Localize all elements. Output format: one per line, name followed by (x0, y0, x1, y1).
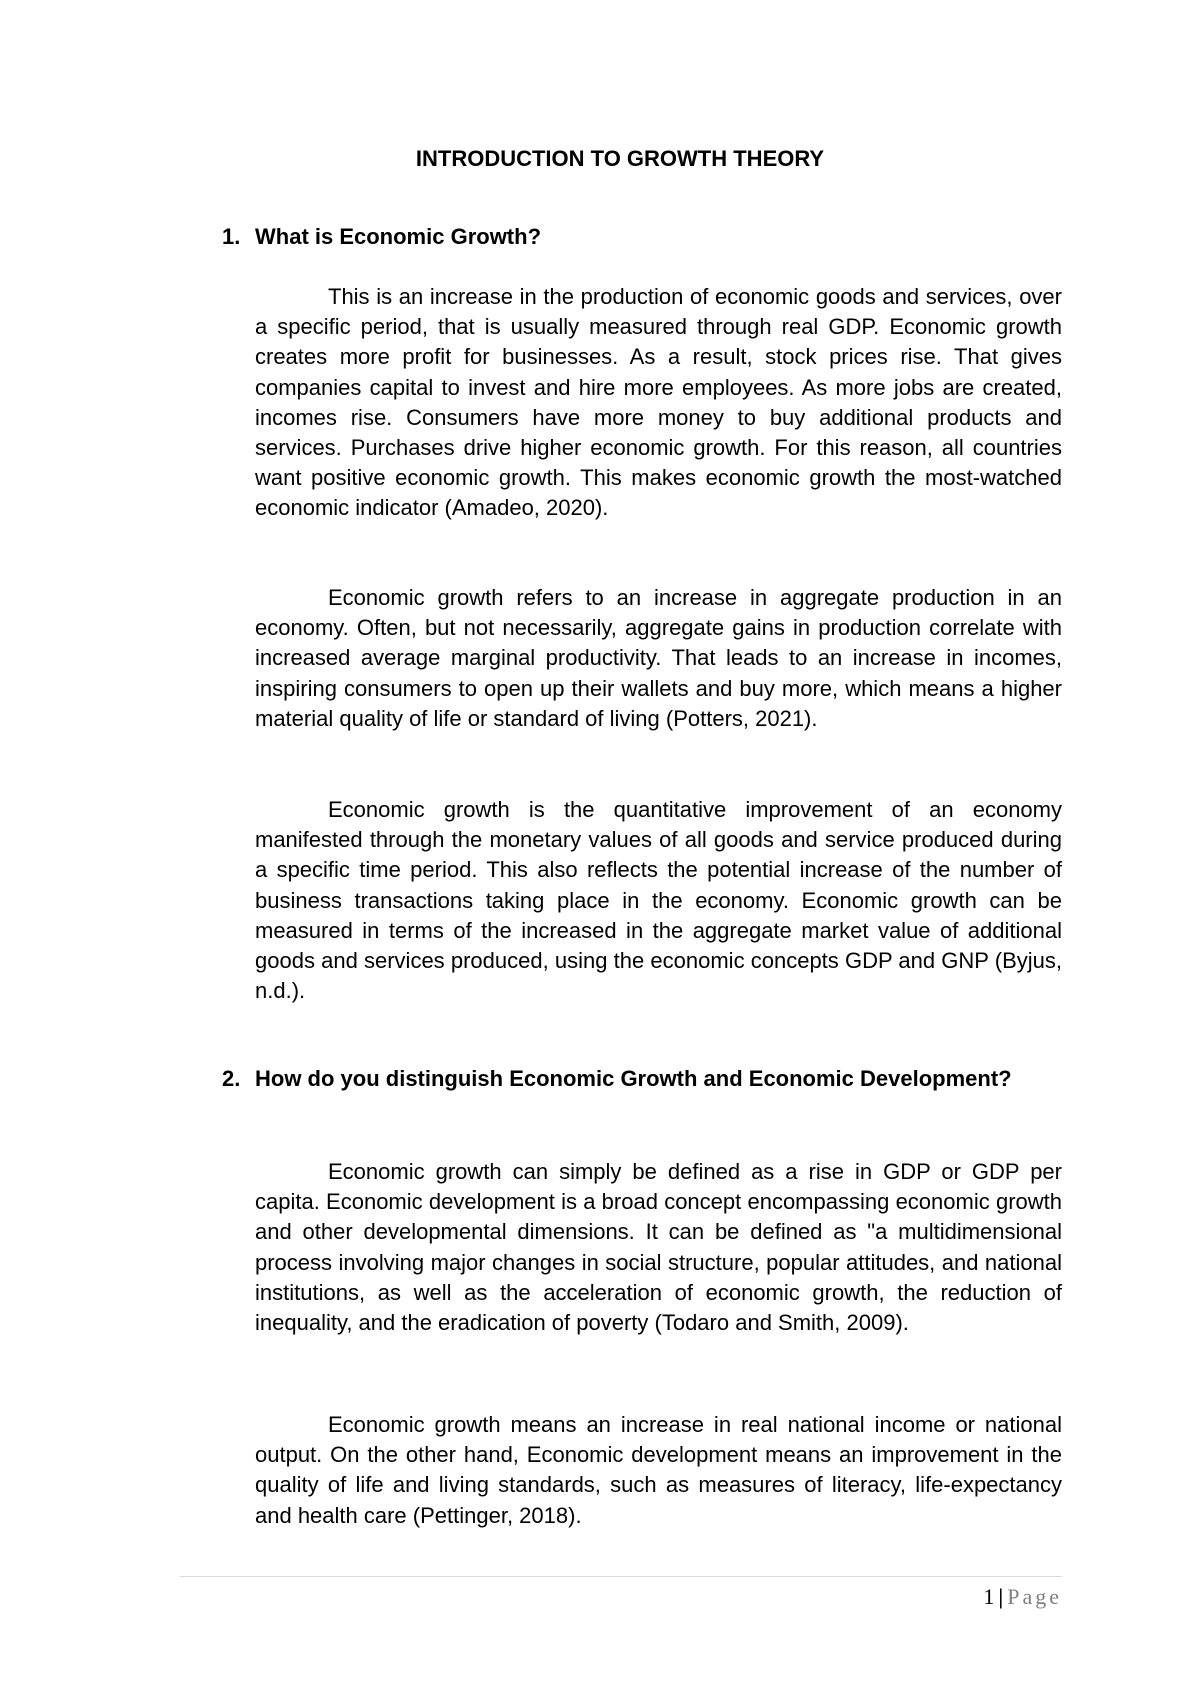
paragraph: This is an increase in the production of economic goods and services, over a specific period, that is usually measured through real GDP. Economic growth creates more profit for businesses. As a result, stock prices rise. That gives companies capital to invest and hire more employees. As more jobs are created, incomes rise. Consumers have more money to buy additional products and services. Purchases drive higher economic growth. For this reason, all countries want positive economic growth. This makes economic growth the most-watched economic indicator (Amadeo, 2020). (255, 284, 1062, 521)
section-heading-1 (222, 222, 1062, 252)
page-label: Page (1007, 1584, 1062, 1609)
paragraph: Economic growth refers to an increase in aggregate production in an economy. Often, but not necessarily, aggregate gains in production correlate with increased average marginal productivity. That leads to an increase in incomes, inspiring consumers to open up their wallets and buy more, which means a higher material quality of life or standard of living (Potters, 2021). (255, 585, 1062, 731)
document-title: INTRODUCTION TO GROWTH THEORY (415, 146, 825, 171)
page-number: 1 (983, 1584, 995, 1609)
section-heading-2 (222, 1064, 1062, 1094)
paragraph: Economic growth can simply be defined as a rise in GDP or GDP per capita. Economic development is a broad concept encompassing economic growth and other developmental dimensions. It can be defined as "a multidimensional process involving major changes in social structure, popular attitudes, and national institutions, as well as the acceleration of economic growth, the reduction of inequality, and the eradication of poverty (Todaro and Smith, 2009). (255, 1159, 1062, 1336)
footer-divider (180, 1576, 1062, 1577)
section-number: 2. (222, 1066, 241, 1091)
footer-separator: | (998, 1584, 1004, 1609)
paragraph: Economic growth is the quantitative improvement of an economy manifested through the monetary values of all goods and service produced during a specific time period. This also reflects the potential increase of the number of business transactions taking place in the economy. Economic growth can be measured in terms of the increased in the aggregate market value of additional goods and services produced, using the economic concepts GDP and GNP (Byjus, n.d.). (255, 797, 1062, 1004)
page-footer (983, 1584, 1062, 1610)
paragraph: Economic growth means an increase in real national income or national output. On the other hand, Economic development means an improvement in the quality of life and living standards, such as measures of literacy, life-expectancy and health care (Pettinger, 2018). (255, 1412, 1062, 1528)
section-heading-text: What is Economic Growth? (255, 224, 542, 249)
section-number: 1. (222, 224, 241, 249)
section-heading-text: How do you distinguish Economic Growth and Economic Development? (255, 1066, 1012, 1091)
